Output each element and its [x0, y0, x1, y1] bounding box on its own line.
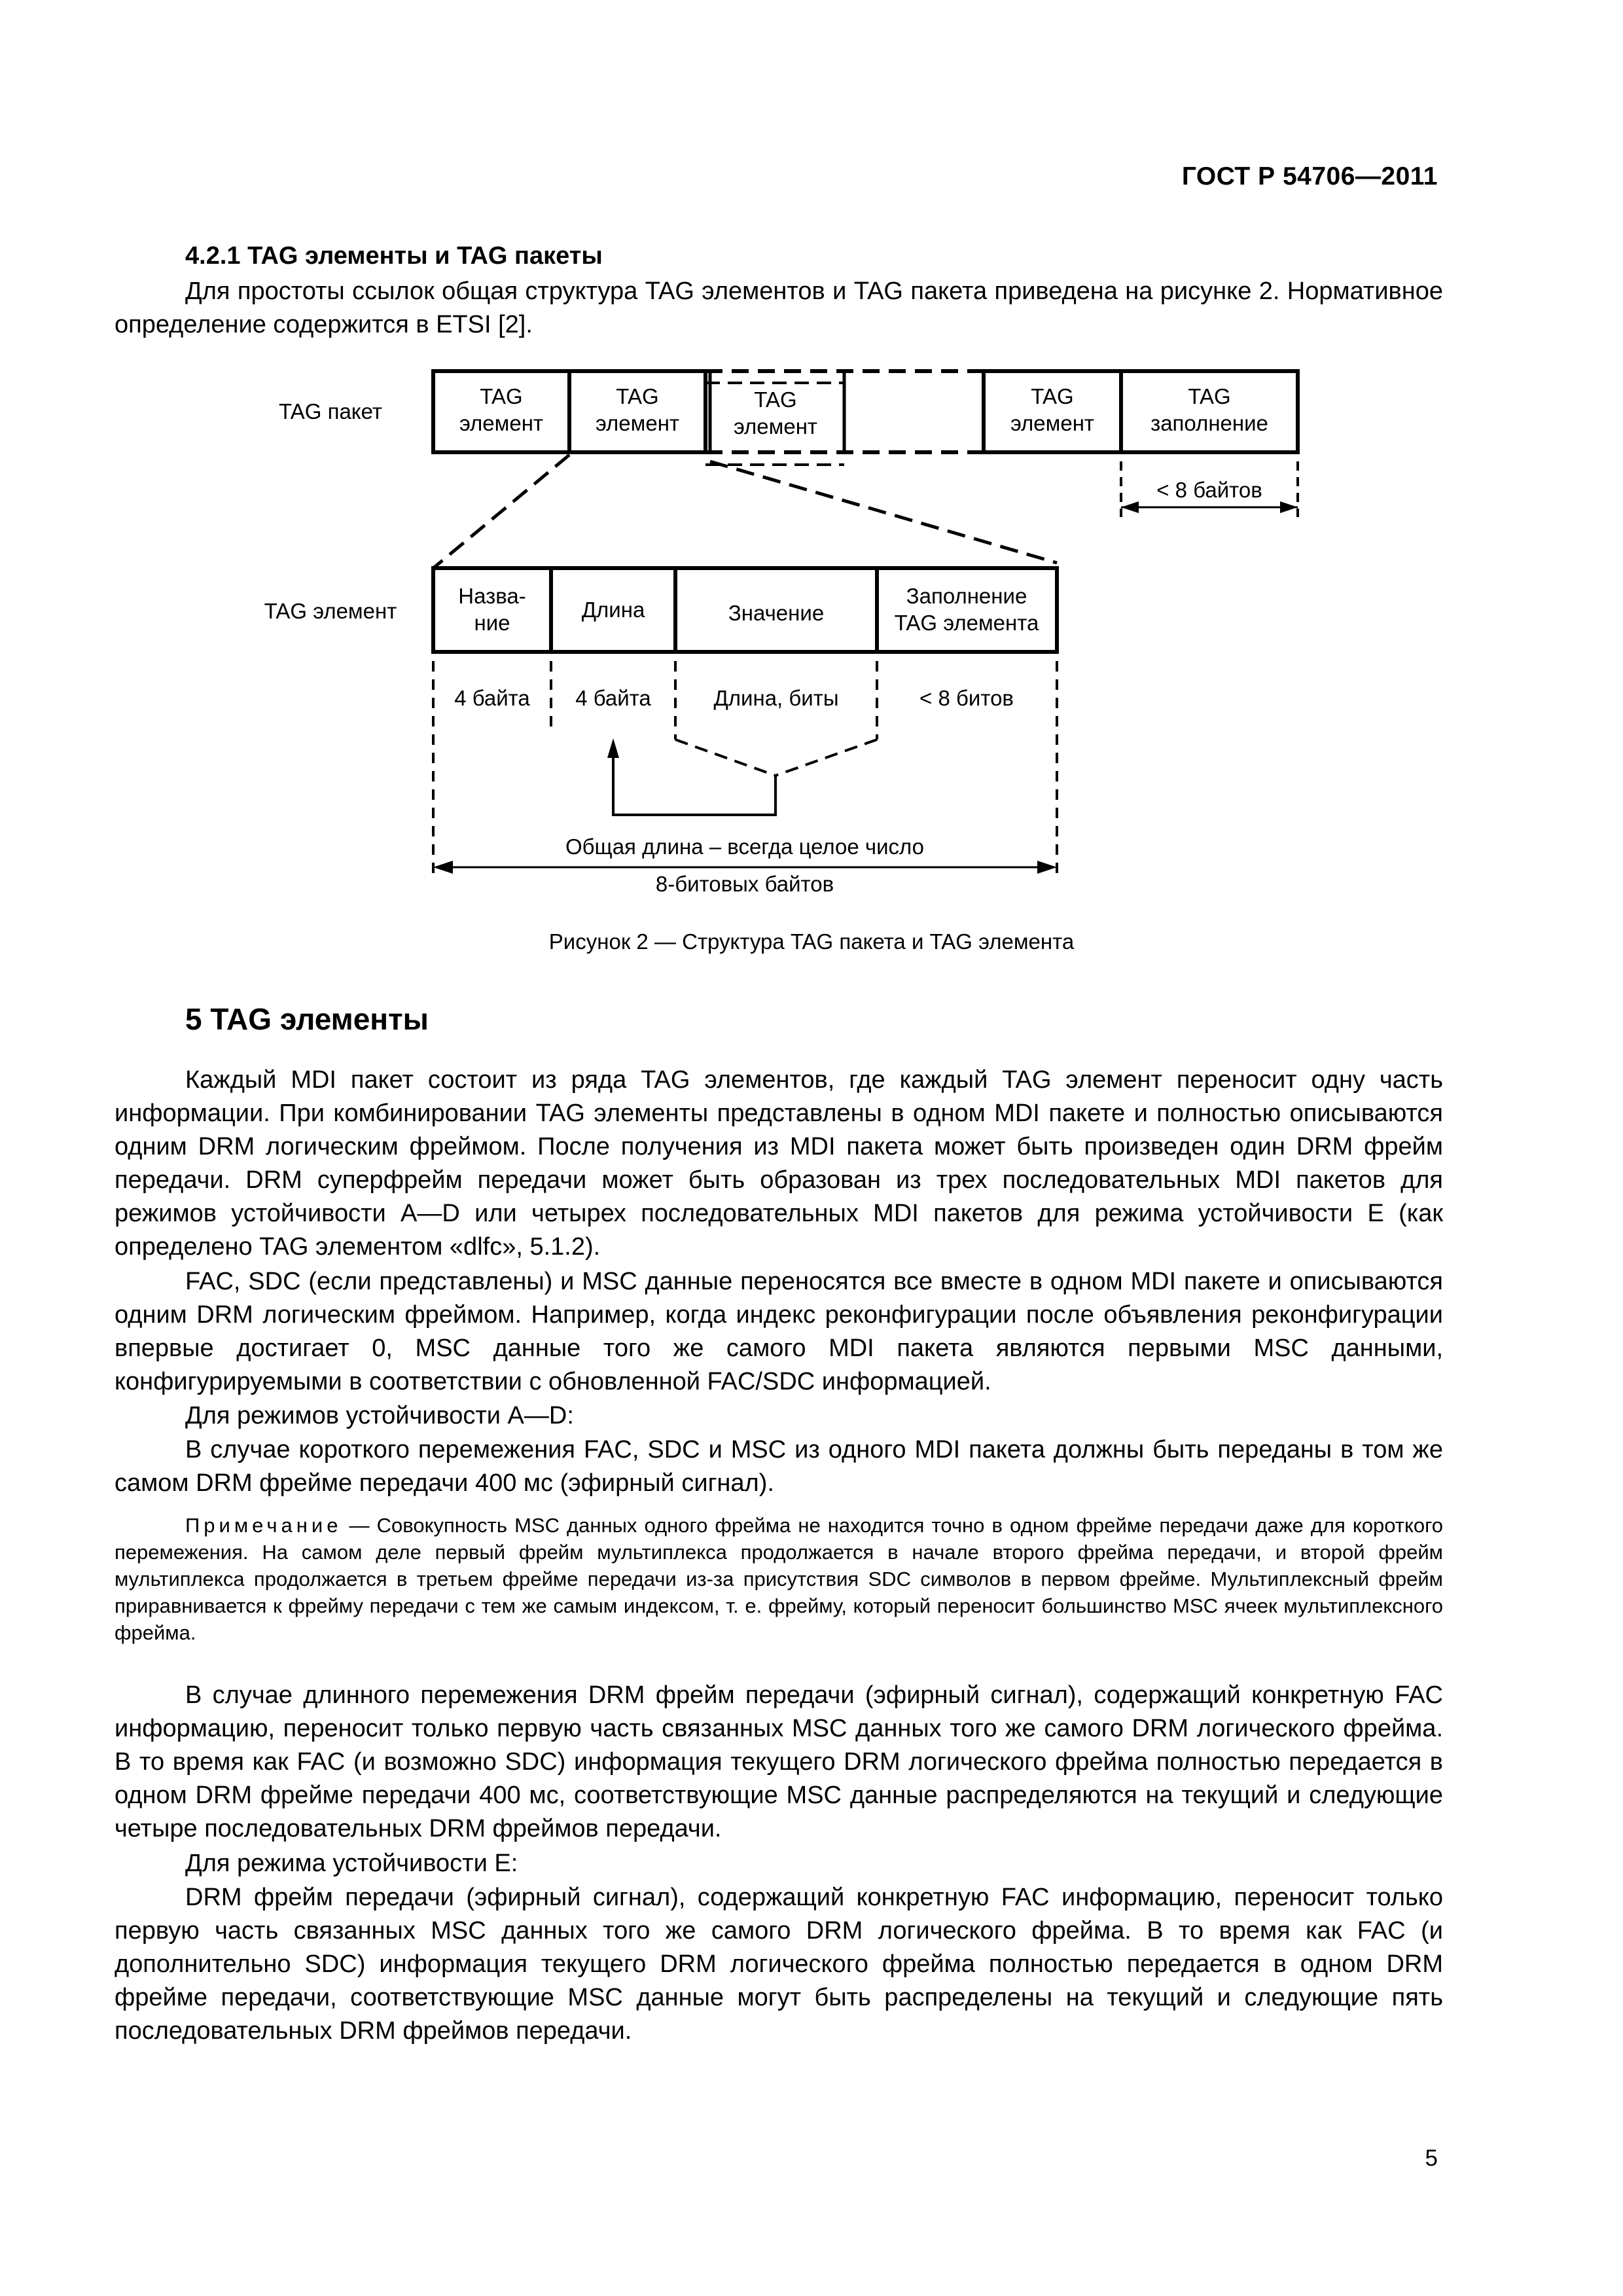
- packet-cell-1-line1: TAG: [480, 384, 523, 408]
- padding-arrow-right: [1280, 501, 1298, 513]
- size-value: Длина, биты: [713, 686, 839, 710]
- packet-cell-2-line1: TAG: [616, 384, 659, 408]
- figure-caption: Рисунок 2 — Структура TAG пакета и TAG элемента: [548, 929, 1075, 954]
- packet-cell-3-line1: TAG: [754, 387, 797, 412]
- note: [115, 1512, 1443, 1646]
- subsection-intro: Для простоты ссылок общая структура TAG элементов и TAG пакета приведена на рисунке 2. Нормативное определение содержится в ETSI [2].: [115, 278, 1443, 338]
- element-cell-padding-line1: Заполнение: [906, 584, 1027, 608]
- arrowheads: [433, 501, 1298, 874]
- padding-bytes-label: < 8 байтов: [1156, 478, 1262, 502]
- length-arrow-up: [607, 738, 619, 758]
- element-cell-length-label: Длина: [581, 598, 645, 622]
- packet-cell-1-line2: элемент: [459, 411, 544, 435]
- element-cell-name: [433, 568, 551, 652]
- packet-cell-4-line2: элемент: [1010, 411, 1095, 435]
- paragraph-7: DRM фрейм передачи (эфирный сигнал), содержащий конкретную FAC информацию, переносит только первую часть связанных MSC данных того же самого DRM логического фрейма. В то время как FAC (и дополнительно SDC) информация текущего DRM логического фрейма полностью передается в одном DRM фрейме передачи, соответствующие MSC данные могут быть распределены на текущий и следующие пять последовательных DRM фреймов передачи.: [115, 1884, 1443, 2045]
- paragraph-3: Для режимов устойчивости A—D:: [185, 1402, 574, 1429]
- total-arrow-right: [1037, 861, 1057, 874]
- element-cell-padding: [877, 568, 1057, 652]
- note-label: Примечание: [185, 1514, 342, 1537]
- paragraph-5: В случае длинного перемежения DRM фрейм передачи (эфирный сигнал), содержащий конкретную FAC информацию, переносит только первую часть связанных MSC данных того же самого DRM логического фрейма. В то время как FAC (и возможно SDC) информация текущего DRM логического фрейма полностью передается в одном DRM фрейме передачи 400 мс, соответствующие MSC данные распределяются на текущий и следующие четыре последовательных DRM фреймов передачи.: [115, 1681, 1443, 1842]
- paragraph-6: Для режима устойчивости E:: [185, 1850, 518, 1877]
- total-arrow-left: [433, 861, 453, 874]
- padding-arrow-left: [1121, 501, 1139, 513]
- packet-cell-5-line1: TAG: [1188, 384, 1231, 408]
- size-length: 4 байта: [575, 686, 651, 710]
- size-name: 4 байта: [454, 686, 530, 710]
- packet-cell-4-line1: TAG: [1031, 384, 1074, 408]
- total-length-line2: 8-битовых байтов: [655, 872, 834, 896]
- packet-cell-3-line2: элемент: [733, 414, 818, 439]
- value-bracket: [675, 740, 877, 776]
- element-cell-name-line1: Назва-: [458, 584, 526, 608]
- total-length-line1: Общая длина – всегда целое число: [565, 834, 925, 859]
- packet-cell-2-line2: элемент: [595, 411, 680, 435]
- tag-structure-diagram: [0, 0, 1623, 929]
- length-feedback-line: [613, 753, 776, 815]
- subsection-heading: 4.2.1 TAG элементы и TAG пакеты: [185, 242, 603, 270]
- note-text: — Совокупность MSC данных одного фрейма не находится точно в одном фрейме передачи даже для короткого перемежения. На самом деле первый фрейм мультиплекса продолжается в начале второго фрейма передачи, и второй фрейм мультиплекса продолжается в третьем фрейме передачи из-за присутствия SDC символов в первом фрейме. Мультиплексный фрейм приравнивается к фрейму передачи с тем же самым индексом, т. е. фрейму, который переносит большинство MSC ячеек мультиплексного фрейма.: [115, 1514, 1443, 1644]
- element-cell-value-label: Значение: [728, 601, 825, 625]
- packet-row-label: TAG пакет: [279, 399, 382, 423]
- paragraph-4: В случае короткого перемежения FAC, SDC и MSC из одного MDI пакета должны быть переданы в том же самом DRM фрейме передачи 400 мс (эфирный сигнал).: [115, 1436, 1443, 1497]
- section-heading: 5 TAG элементы: [185, 1002, 429, 1036]
- element-cell-padding-line2: TAG элемента: [894, 611, 1039, 635]
- element-row-label: TAG элемент: [264, 599, 397, 623]
- element-cell-name-line2: ние: [474, 611, 510, 635]
- expansion-lines: [433, 455, 1057, 568]
- standard-id: ГОСТ Р 54706—2011: [1181, 162, 1438, 190]
- size-padding: < 8 битов: [919, 686, 1014, 710]
- paragraph-1: Каждый MDI пакет состоит из ряда TAG элементов, где каждый TAG элемент переносит одну часть информации. При комбинировании TAG элементы представлены в одном MDI пакете и полностью описываются одним DRM логическим фреймом. После получения из MDI пакета может быть произведен один DRM фрейм передачи. DRM суперфрейм передачи может быть образован из трех последовательных MDI пакетов для режимов устойчивости A—D или четырех последовательных MDI пакетов для режима устойчивости E (как определено TAG элементом «dlfc», 5.1.2).: [115, 1066, 1443, 1261]
- packet-cell-5-line2: заполнение: [1150, 411, 1268, 435]
- page-number: 5: [1425, 2145, 1438, 2171]
- paragraph-2: FAC, SDC (если представлены) и MSC данные переносятся все вместе в одном MDI пакете и описываются одним DRM логическим фреймом. Например, когда индекс реконфигурации после объявления реконфигурации впервые достигает 0, MSC данные того же самого MDI пакета являются первыми MSC данными, конфигурируемыми в соответствии с обновленной FAC/SDC информацией.: [115, 1268, 1443, 1395]
